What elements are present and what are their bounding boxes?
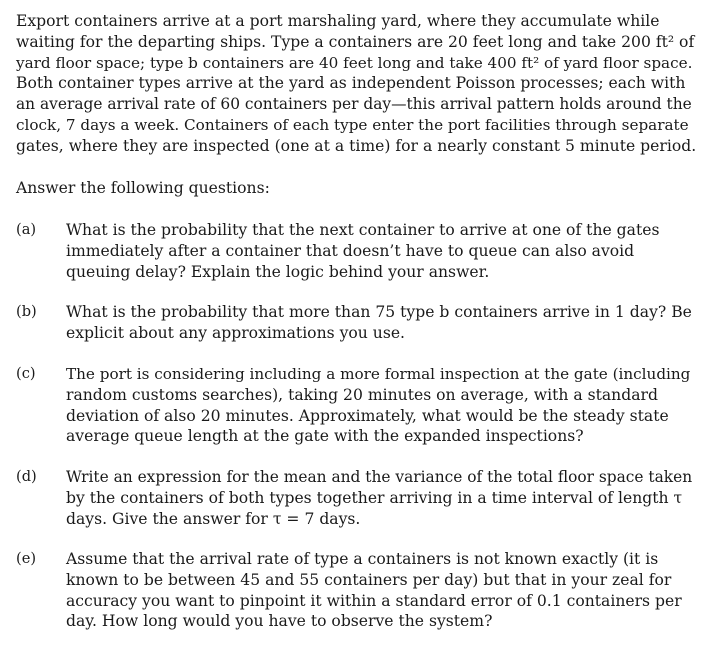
question-text (66, 467, 696, 529)
intro-line: Both container types arrive at the yard as independent Poisson processes; each with (16, 74, 686, 93)
question-line: Assume that the arrival rate of type a containers is not known exactly (it is (66, 550, 659, 568)
question-line: deviation of also 20 minutes. Approximately, what would be the steady state (66, 406, 669, 425)
question-line: days. Give the answer for τ = 7 days. (66, 509, 361, 528)
intro-line: an average arrival rate of 60 containers per day—this arrival pattern holds around the (16, 95, 692, 114)
question-text (66, 549, 696, 632)
question-text (66, 220, 696, 282)
question-label: (d) (16, 468, 37, 485)
question-line: random customs searches), taking 20 minutes on average, with a standard (66, 385, 658, 404)
question-line: known to be between 45 and 55 containers per day) but that in your zeal for (66, 570, 672, 589)
question-line: immediately after a container that doesn’t have to queue can also avoid (66, 241, 635, 260)
question-label: (c) (16, 365, 36, 382)
question-line: day. How long would you have to observe the system? (66, 612, 493, 631)
question-line: Write an expression for the mean and the variance of the total floor space taken (66, 468, 693, 486)
intro-line: clock, 7 days a week. Containers of each type enter the port facilities through separate (16, 115, 689, 134)
question-line: What is the probability that more than 75 type b containers arrive in 1 day? Be (66, 303, 692, 321)
problem-statement (16, 11, 696, 157)
question-line: What is the probability that the next container to arrive at one of the gates (66, 221, 660, 239)
question-label: (e) (16, 550, 37, 567)
questions-prompt: Answer the following questions: (16, 179, 270, 197)
question-line: The port is considering including a more formal inspection at the gate (including (66, 365, 691, 383)
intro-line: gates, where they are inspected (one at a time) for a nearly constant 5 minute period. (16, 136, 697, 155)
question-label: (a) (16, 221, 37, 238)
question-line: queuing delay? Explain the logic behind your answer. (66, 262, 490, 281)
question-line: average queue length at the gate with the expanded inspections? (66, 427, 584, 446)
question-text (66, 302, 696, 344)
intro-line: waiting for the departing ships. Type a containers are 20 feet long and take 200 ft² of (16, 32, 695, 51)
question-line: explicit about any approximations you use. (66, 323, 406, 342)
question-label: (b) (16, 303, 37, 320)
intro-line: yard floor space; type b containers are 40 feet long and take 400 ft² of yard floor space. (16, 53, 693, 72)
question-line: accuracy you want to pinpoint it within a standard error of 0.1 containers per (66, 591, 682, 610)
question-line: by the containers of both types together arriving in a time interval of length τ (66, 488, 683, 507)
intro-line: Export containers arrive at a port marshaling yard, where they accumulate while (16, 12, 660, 30)
question-text (66, 364, 696, 447)
